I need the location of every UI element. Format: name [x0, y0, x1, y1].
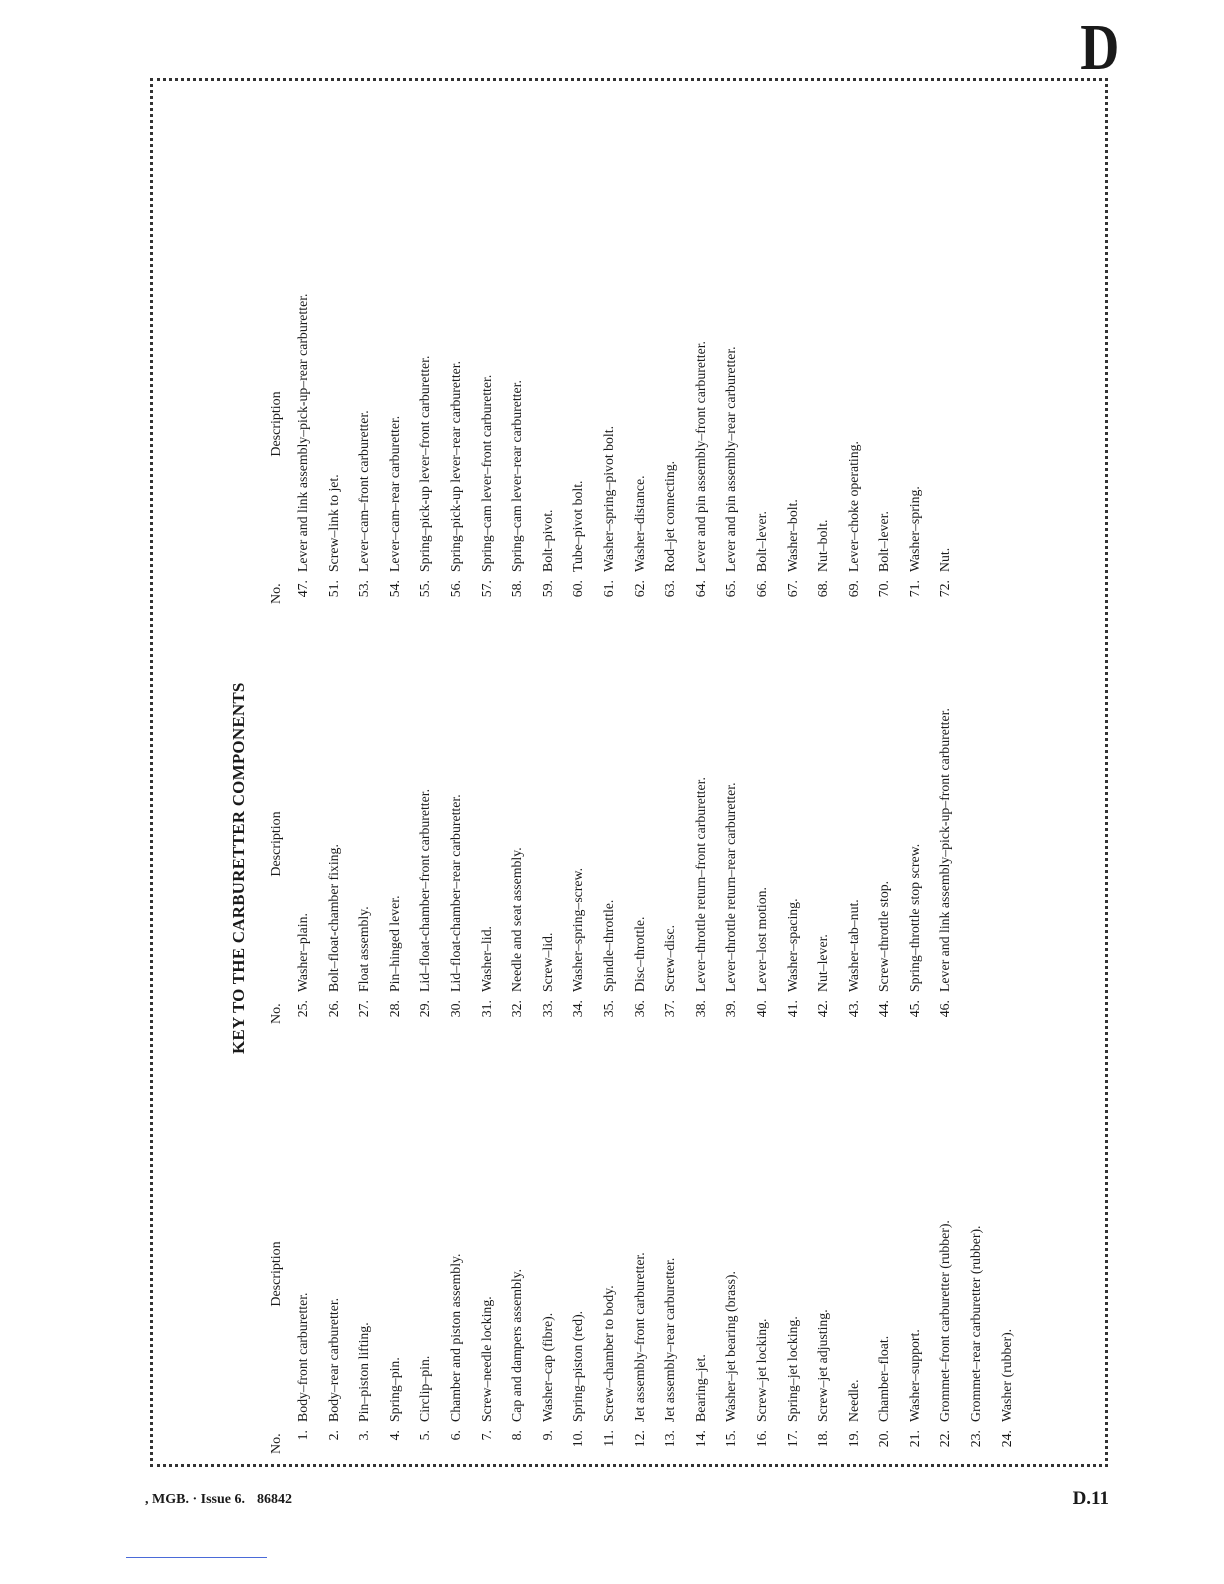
part-description: Lever and link assembly–pick-up–front carburetter.: [937, 708, 953, 992]
part-number: 55.: [417, 580, 433, 598]
part-number: 66.: [753, 580, 769, 598]
part-description: Screw–lid.: [539, 932, 555, 992]
part-description: Grommet–rear carburetter (rubber).: [968, 1225, 984, 1422]
part-description: Washer–plain.: [295, 913, 310, 992]
footer-part-number: 86842: [256, 1492, 292, 1507]
page-number: D.11: [1072, 1488, 1109, 1509]
header-no: No.: [269, 1003, 284, 1024]
part-number: 13.: [662, 1430, 678, 1448]
header-description: Description: [269, 1241, 284, 1307]
part-number: 70.: [876, 580, 892, 598]
part-number: 65.: [723, 580, 739, 598]
part-description: Screw–needle locking.: [478, 1296, 494, 1422]
part-number: 42.: [815, 1000, 831, 1018]
part-number: 31.: [478, 1000, 494, 1018]
part-description: Spring–piston (red).: [570, 1310, 586, 1422]
dotted-frame: [150, 78, 1108, 1467]
part-number: 71.: [906, 580, 922, 598]
part-description: Pin–hinged lever.: [386, 895, 402, 992]
part-number: 39.: [723, 1000, 739, 1018]
part-description: Screw–chamber to body.: [600, 1285, 616, 1422]
part-number: 25.: [295, 1000, 310, 1018]
part-description: Washer–support.: [906, 1329, 922, 1422]
part-description: Lever and pin assembly–front carburetter.: [692, 340, 708, 572]
part-description: Body–front carburetter.: [295, 1292, 310, 1422]
part-number: 72.: [937, 580, 953, 598]
part-number: 10.: [570, 1430, 586, 1448]
part-number: 68.: [815, 580, 831, 598]
header-no: No.: [269, 583, 284, 604]
part-number: 47.: [295, 580, 310, 598]
page-title: KEY TO THE CARBURETTER COMPONENTS: [229, 682, 248, 1054]
part-number: 64.: [692, 580, 708, 598]
part-number: 38.: [692, 1000, 708, 1018]
part-description: Spring–jet locking.: [784, 1316, 800, 1422]
part-description: Screw–disc.: [662, 924, 678, 992]
part-number: 2.: [325, 1430, 341, 1441]
part-description: Spring–cam lever–front carburetter.: [478, 374, 494, 572]
part-number: 62.: [631, 580, 647, 598]
part-number: 54.: [386, 580, 402, 598]
part-description: Needle and seat assembly.: [509, 847, 525, 992]
part-number: 14.: [692, 1430, 708, 1448]
footer-model: MGB.: [152, 1492, 189, 1507]
header-description: Description: [269, 391, 284, 457]
part-description: Screw–link to jet.: [325, 474, 341, 572]
part-number: 53.: [356, 580, 372, 598]
part-description: Lever–cam–rear carburetter.: [386, 415, 402, 572]
part-number: 43.: [845, 1000, 861, 1018]
part-number: 40.: [753, 1000, 769, 1018]
part-description: Pin–piston lifting.: [356, 1322, 372, 1422]
part-description: Bearing–jet.: [692, 1354, 708, 1422]
part-description: Lever–choke operating.: [845, 440, 861, 572]
part-description: Washer–bolt.: [784, 499, 800, 572]
part-number: 17.: [784, 1430, 800, 1448]
part-number: 29.: [417, 1000, 433, 1018]
rotated-content: [153, 83, 1103, 1464]
part-number: 3.: [356, 1430, 372, 1441]
part-description: Chamber–float.: [876, 1335, 892, 1422]
part-number: 23.: [968, 1430, 984, 1448]
part-description: Lever–cam–front carburetter.: [356, 410, 372, 572]
part-number: 24.: [998, 1430, 1014, 1448]
part-number: 41.: [784, 1000, 800, 1018]
part-description: Spring–pick-up lever–front carburetter.: [417, 355, 433, 572]
part-number: 36.: [631, 1000, 647, 1018]
part-number: 45.: [906, 1000, 922, 1018]
part-number: 67.: [784, 580, 800, 598]
part-number: 12.: [631, 1430, 647, 1448]
bottom-rule: [126, 1557, 267, 1558]
part-number: 26.: [325, 1000, 341, 1018]
part-number: 16.: [753, 1430, 769, 1448]
part-description: Bolt–lever.: [753, 511, 769, 572]
part-number: 46.: [937, 1000, 953, 1018]
part-number: 21.: [906, 1430, 922, 1448]
part-number: 57.: [478, 580, 494, 598]
part-number: 28.: [386, 1000, 402, 1018]
part-number: 44.: [876, 1000, 892, 1018]
part-description: Jet assembly–rear carburetter.: [662, 1257, 678, 1422]
part-description: Spring–cam lever–rear carburetter.: [509, 380, 525, 572]
part-number: 37.: [662, 1000, 678, 1018]
part-description: Spring–pick-up lever–rear carburetter.: [447, 360, 463, 572]
part-description: Disc–throttle.: [631, 916, 647, 992]
part-description: Lever–throttle return–rear carburetter.: [723, 782, 739, 992]
part-description: Body–rear carburetter.: [325, 1297, 341, 1422]
part-description: Bolt–pivot.: [539, 509, 555, 572]
part-description: Screw–jet adjusting.: [815, 1309, 831, 1422]
part-number: 11.: [600, 1430, 616, 1447]
part-number: 4.: [386, 1430, 402, 1441]
part-description: Lever and pin assembly–rear carburetter.: [723, 346, 739, 572]
part-number: 19.: [845, 1430, 861, 1448]
part-description: Nut–bolt.: [815, 519, 831, 572]
part-number: 27.: [356, 1000, 372, 1018]
part-description: Lid–float-chamber–front carburetter.: [417, 788, 433, 992]
part-description: Cap and dampers assembly.: [509, 1268, 525, 1422]
part-number: 35.: [600, 1000, 616, 1018]
part-description: Spindle–throttle.: [600, 899, 616, 992]
part-description: Bolt–float-chamber fixing.: [325, 844, 341, 992]
part-number: 18.: [815, 1430, 831, 1448]
part-description: Chamber and piston assembly.: [447, 1253, 463, 1422]
part-description: Washer–jet bearing (brass).: [723, 1271, 739, 1422]
part-number: 51.: [325, 580, 341, 598]
part-description: Screw–jet locking.: [753, 1318, 769, 1422]
part-description: Washer (rubber).: [998, 1328, 1014, 1422]
part-description: Float assembly.: [356, 906, 372, 992]
part-description: Washer–spring.: [906, 486, 922, 572]
part-description: Lever–lost motion.: [753, 887, 769, 992]
part-description: Washer–spring–pivot bolt.: [600, 425, 616, 572]
part-description: Spring–throttle stop screw.: [906, 843, 922, 992]
part-number: 61.: [600, 580, 616, 598]
part-description: Spring–pin.: [386, 1357, 402, 1422]
part-description: Lever and link assembly–pick-up–rear carburetter.: [295, 293, 310, 572]
part-description: Washer–lid.: [478, 926, 494, 992]
part-number: 5.: [417, 1430, 433, 1441]
part-description: Tube–pivot bolt.: [570, 480, 586, 572]
part-number: 8.: [509, 1430, 525, 1441]
footer-issue-text: Issue 6.: [200, 1492, 245, 1507]
part-description: Bolt–lever.: [876, 511, 892, 572]
header-no: No.: [269, 1433, 284, 1454]
header-description: Description: [269, 811, 284, 877]
part-description: Washer–spacing.: [784, 898, 800, 992]
part-number: 32.: [509, 1000, 525, 1018]
part-number: 56.: [447, 580, 463, 598]
part-description: Nut–lever.: [815, 934, 831, 992]
part-number: 7.: [478, 1430, 494, 1441]
part-number: 33.: [539, 1000, 555, 1018]
part-description: Washer–distance.: [631, 475, 647, 572]
part-number: 58.: [509, 580, 525, 598]
part-description: Washer–tab–nut.: [845, 899, 861, 992]
part-description: Lever–throttle return–front carburetter.: [692, 777, 708, 992]
part-number: 60.: [570, 580, 586, 598]
part-description: Grommet–front carburetter (rubber).: [937, 1220, 953, 1422]
part-description: Jet assembly–front carburetter.: [631, 1252, 647, 1422]
part-description: Nut.: [937, 547, 953, 572]
footer-issue: , MGB. · Issue 6. 86842: [145, 1492, 292, 1507]
part-description: Circlip–pin.: [417, 1355, 433, 1422]
part-number: 63.: [662, 580, 678, 598]
part-number: 15.: [723, 1430, 739, 1448]
part-number: 30.: [447, 1000, 463, 1018]
part-number: 69.: [845, 580, 861, 598]
part-description: Washer–cap (fibre).: [539, 1312, 555, 1422]
part-description: Lid–float-chamber–rear carburetter.: [447, 794, 463, 992]
part-description: Screw–throttle stop.: [876, 880, 892, 992]
part-description: Needle.: [845, 1379, 861, 1422]
part-number: 1.: [295, 1430, 310, 1441]
part-number: 20.: [876, 1430, 892, 1448]
part-description: Rod–jet connecting.: [662, 460, 678, 572]
part-number: 22.: [937, 1430, 953, 1448]
part-number: 6.: [447, 1430, 463, 1441]
part-number: 9.: [539, 1430, 555, 1441]
part-description: Washer–spring–screw.: [570, 867, 586, 992]
part-number: 34.: [570, 1000, 586, 1018]
section-letter: D: [1080, 11, 1118, 84]
part-number: 59.: [539, 580, 555, 598]
